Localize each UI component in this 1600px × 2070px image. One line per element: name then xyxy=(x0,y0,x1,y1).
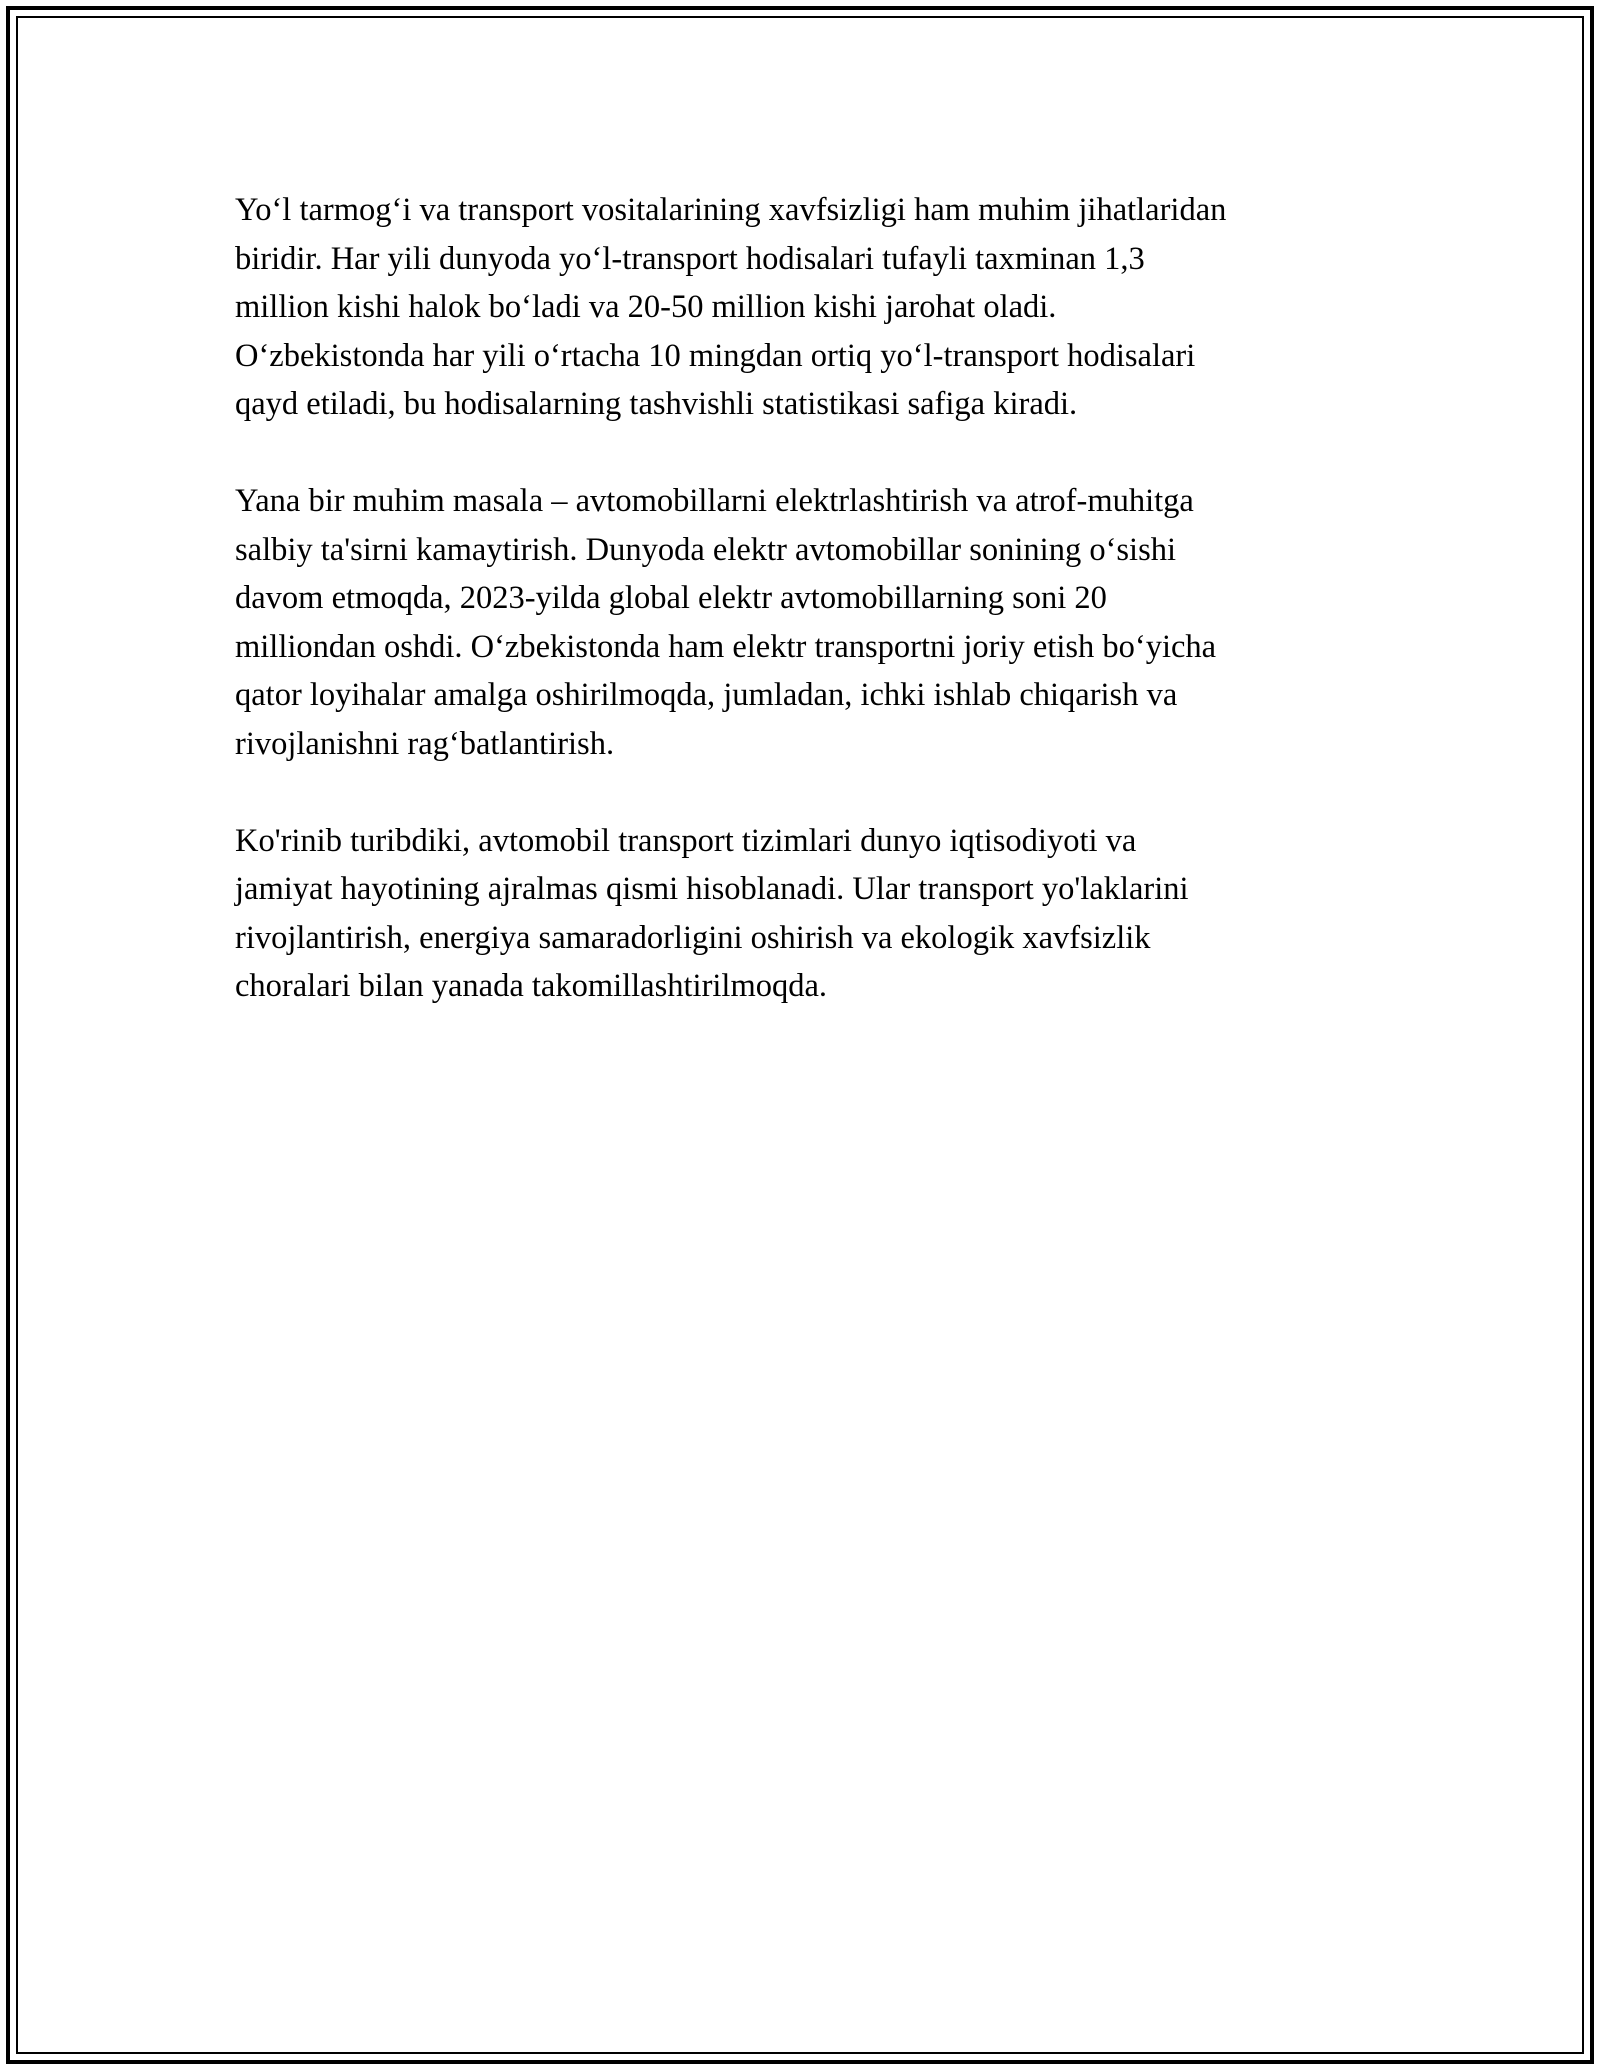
paragraph-electrification: Yana bir muhim masala – avtomobillarni elektrlashtirish va atrof-muhitga salbiy ta'sirni kamaytirish. Dunyoda elektr avtomobillar sonining o‘sishi davom etmoqda, 2023-yilda global elektr avtomobillarning soni 20 milliondan oshdi. O‘zbekistonda ham elektr transportni joriy etish bo‘yicha qator loyihalar amalga oshirilmoqda, jumladan, ichki ishlab chiqarish va rivojlanishni rag‘batlantirish. xyxy=(235,483,1217,762)
paragraph-conclusion: Ko'rinib turibdiki, avtomobil transport tizimlari dunyo iqtisodiyoti va jamiyat hayotining ajralmas qismi hisoblanadi. Ular transport yo'laklarini rivojlantirish, energiya samaradorligini oshirish va ekologik xavfsizlik choralari bilan yanada takomillashtirilmoqda. xyxy=(235,822,1189,1004)
document-body xyxy=(235,186,1385,1059)
paragraph-road-safety: Yo‘l tarmog‘i va transport vositalarining xavfsizligi ham muhim jihatlaridan biridir. Har yili dunyoda yo‘l-transport hodisalari tufayli taxminan 1,3 million kishi halok bo‘ladi va 20-50 million kishi jarohat oladi. O‘zbekistonda har yili o‘rtacha 10 mingdan ortiq yo‘l-transport hodisalari qayd etiladi, bu hodisalarning tashvishli statistikasi safiga kiradi. xyxy=(235,192,1227,422)
